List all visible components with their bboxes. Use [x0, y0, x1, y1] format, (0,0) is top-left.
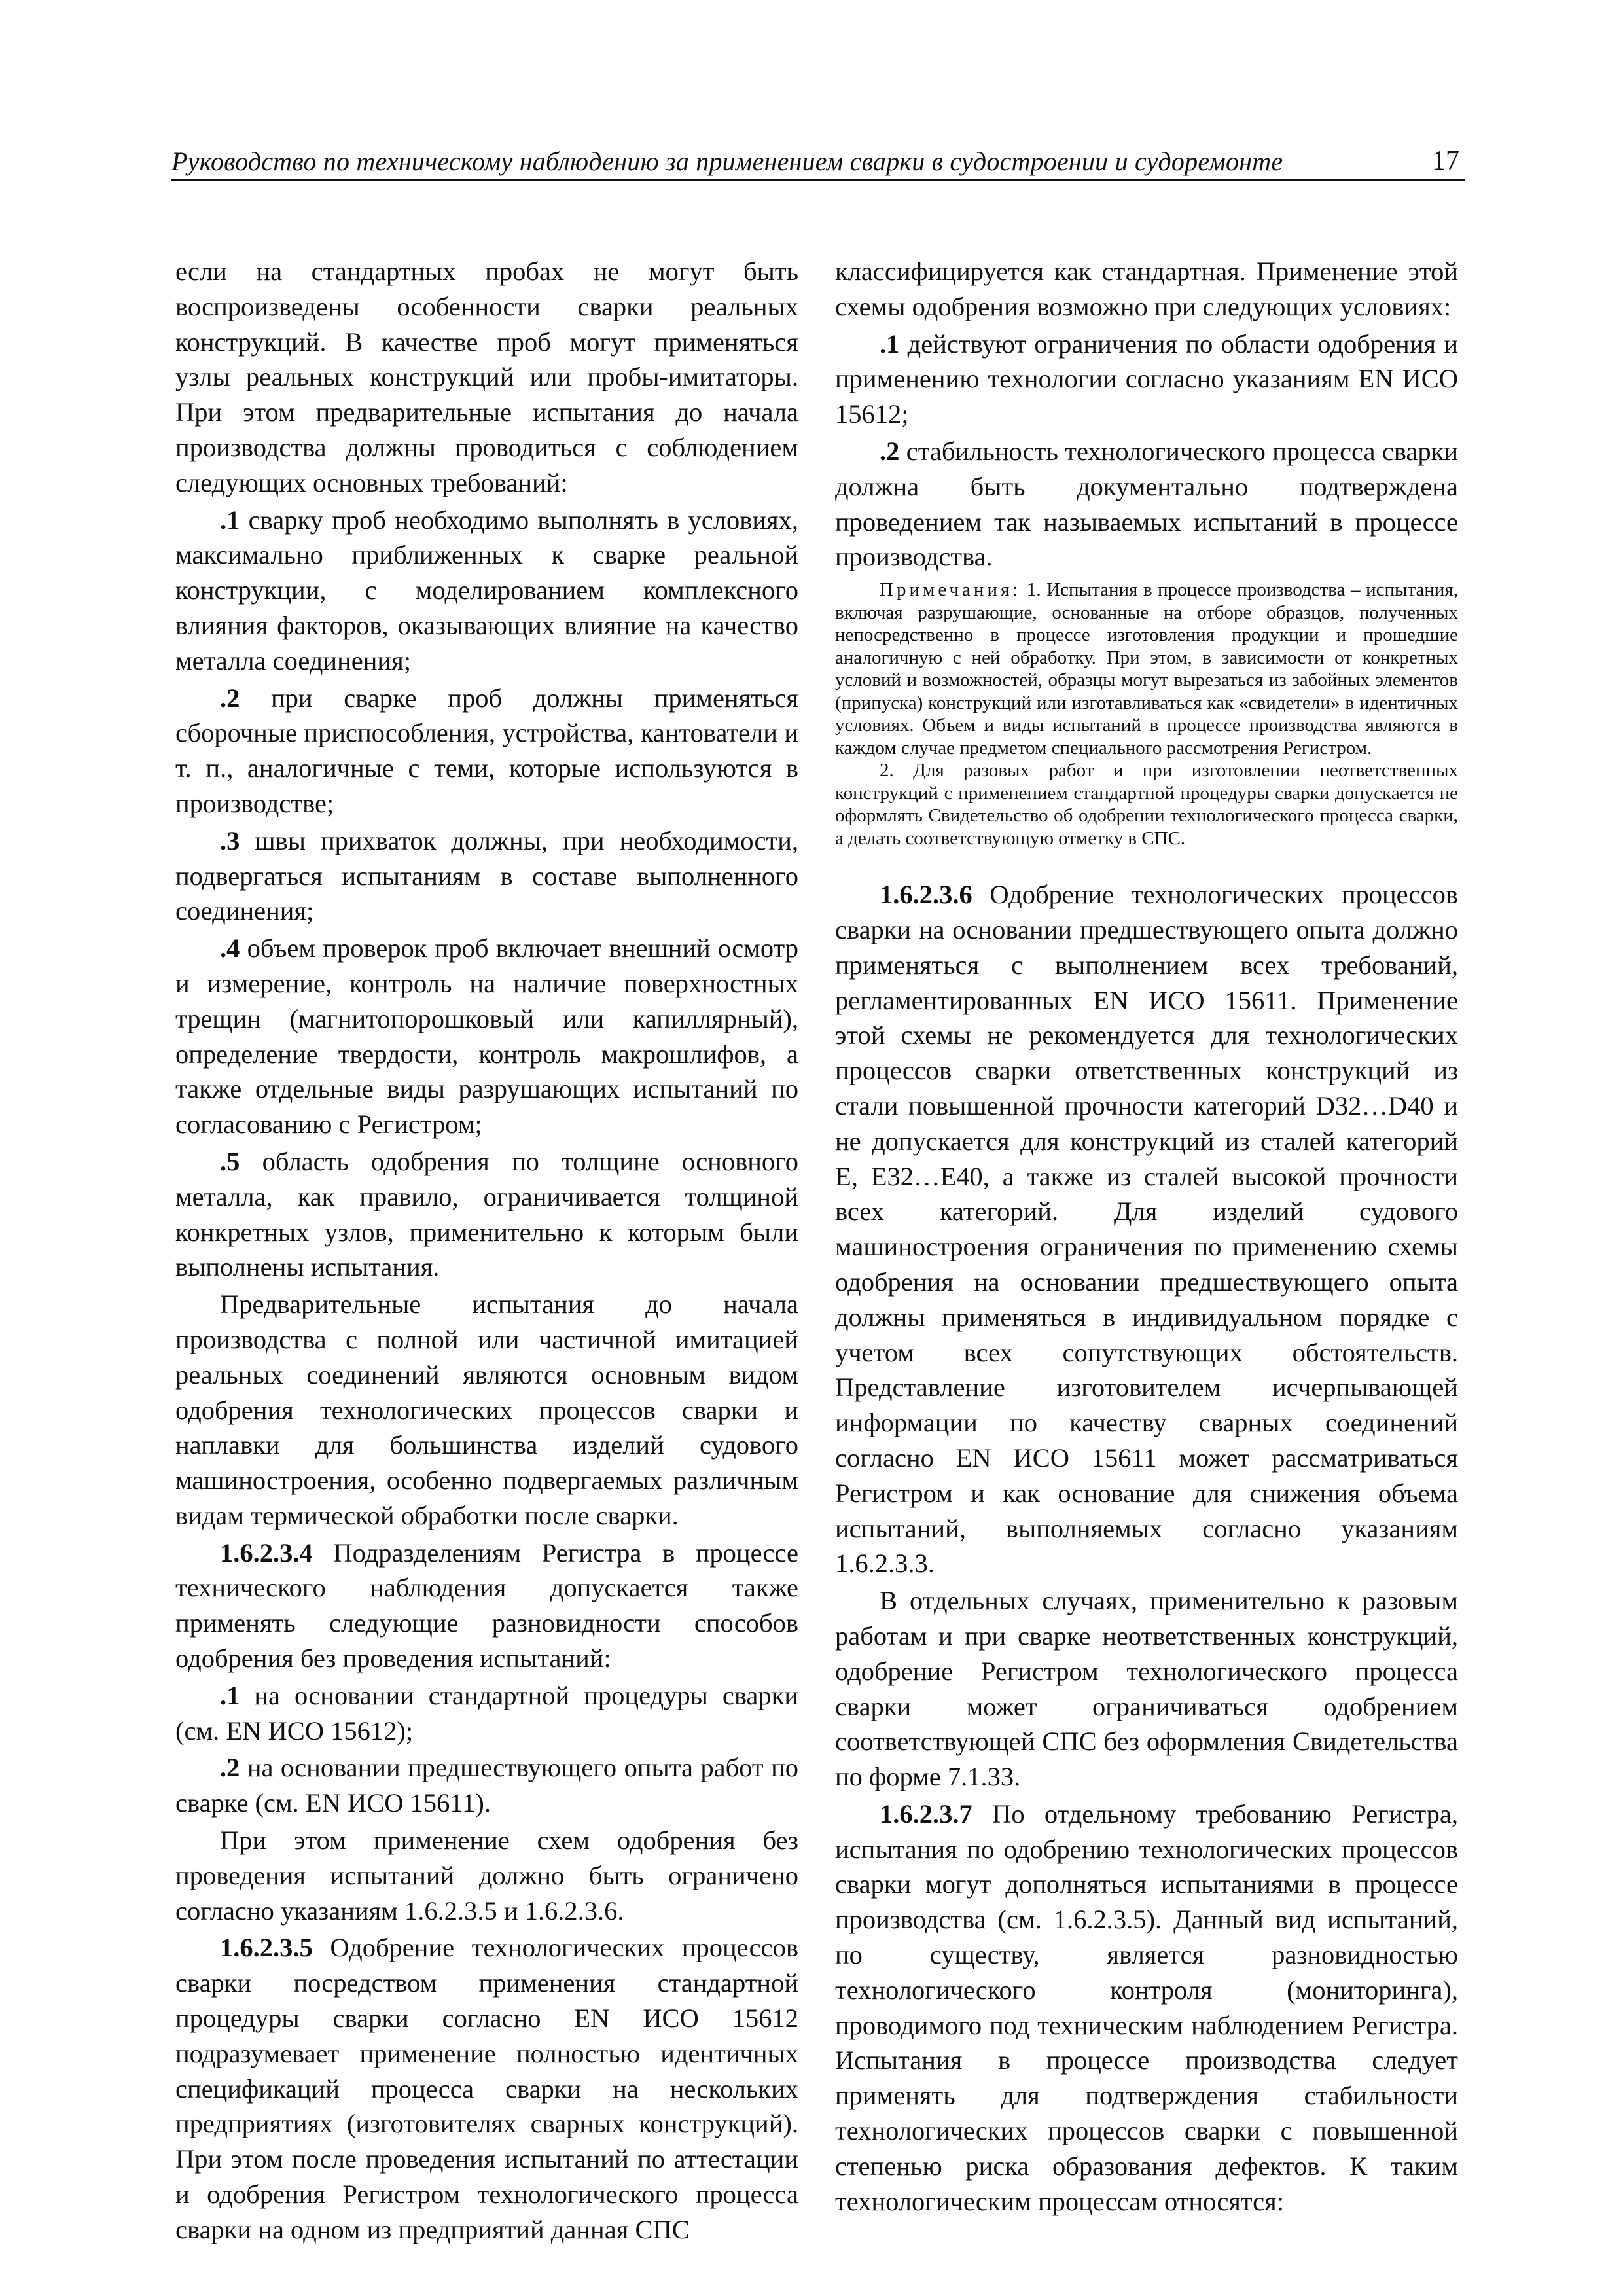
note-2: 2. Для разовых работ и при изготовлении неответственных конструкций с применением стандартной процедуры сварки допускается не оформлять Свидетельство об одобрении технологического процесса сварки, а делать соответствующую отметку в СПС. — [835, 760, 1458, 849]
section-paragraph — [835, 877, 1458, 1581]
list-item — [835, 327, 1458, 432]
section-paragraph — [175, 1535, 798, 1676]
paragraph: Предварительные испытания до начала производства с полной или частичной имитацией реальных соединений являются основным видом одобрения технологических процессов сварки и наплавки для большинства изделий судового машиностроения, особенно подвергаемых различным видам термической обработки после сварки. — [175, 1289, 798, 1530]
item-text: швы прихваток должны, при необходимости, подвергаться испытаниям в составе выполненного соединения; — [175, 825, 798, 926]
item-number: .2 — [220, 683, 240, 713]
header-title: Руководство по техническому наблюдению за применением сварки в судостроении и судоремонте — [171, 147, 1283, 176]
right-column — [835, 254, 1458, 2221]
paragraph: если на стандартных пробах не могут быть воспроизведены особенности сварки реальных конструкций. В качестве проб могут применяться узлы реальных конструкций или пробы-имитаторы. При этом предварительные испытания до начала производства должны проводиться с соблюдением следующих основных требований: — [175, 257, 798, 497]
paragraph: классифицируется как стандартная. Применение этой схемы одобрения возможно при следующих условиях: — [835, 257, 1458, 321]
paragraph: В отдельных случаях, применительно к разовым работам и при сварке неответственных конструкций, одобрение Регистром технологического процесса сварки может ограничиваться одобрением соответствующей СПС без оформления Свидетельства по форме 7.1.33. — [835, 1586, 1458, 1792]
item-number: .2 — [220, 1753, 240, 1783]
item-number: .4 — [220, 933, 240, 963]
list-item — [175, 823, 798, 929]
list-item — [175, 931, 798, 1142]
section-paragraph — [835, 1797, 1458, 2219]
note-1 — [835, 579, 1458, 759]
item-text: стабильность технологического процесса сварки должна быть документально подтверждена проведением так называемых испытаний в процессе производства. — [835, 436, 1458, 572]
section-number: 1.6.2.3.7 — [880, 1799, 972, 1829]
list-item — [175, 503, 798, 679]
list-item — [175, 1750, 798, 1821]
section-number: 1.6.2.3.4 — [220, 1537, 313, 1568]
list-item — [175, 1144, 798, 1285]
item-text: при сварке проб должны применяться сборочные приспособления, устройства, кантователи и т. п., аналогичные с теми, которые используются в производстве; — [175, 683, 798, 818]
list-item — [175, 681, 798, 821]
notes-block — [835, 579, 1458, 850]
item-text: сварку проб необходимо выполнять в условиях, максимально приближенных к сварке реальной конструкции, с моделированием комплексного влияния факторов, оказывающих влияние на качество металла соединения; — [175, 505, 798, 675]
item-text: объем проверок проб включает внешний осмотр и измерение, контроль на наличие поверхностных трещин (магнитопорошковый или капиллярный), определение твердости, контроль макрошлифов, а также отдельные виды разрушающих испытаний по согласованию с Регистром; — [175, 933, 798, 1139]
section-number: 1.6.2.3.5 — [220, 1933, 313, 1963]
section-text: Одобрение технологических процессов сварки посредством применения стандартной процедуры сварки согласно EN ИСО 15612 подразумевает применение полностью идентичных спецификаций процесса сварки на нескольких предприятиях (изготовителях сварных конструкций). При этом после проведения испытаний по аттестации и одобрения Регистром технологического процесса сварки на одном из предприятий данная СПС — [175, 1933, 798, 2244]
paragraph: При этом применение схем одобрения без проведения испытаний должно быть ограничено согласно указаниям 1.6.2.3.5 и 1.6.2.3.6. — [175, 1825, 798, 1926]
section-text: Одобрение технологических процессов сварки на основании предшествующего опыта должно применяться с выполнением всех требований, регламентированных EN ИСО 15611. Применение этой схемы не рекомендуется для технологических процессов сварки ответственных конструкций из стали повышенной прочности категорий D32…D40 и не допускается для конструкций из сталей категорий E, E32…E40, а также из сталей высокой прочности всех категорий. Для изделий судового машиностроения ограничения по применению схемы одобрения на основании предшествующего опыта должны применяться в индивидуальном порядке с учетом всех сопутствующих обстоятельств. Представление изготовителем исчерпывающей информации по качеству сварных соединений согласно EN ИСО 15611 может рассматриваться Регистром и как основание для снижения объема испытаний, выполняемых согласно указаниям 1.6.2.3.3. — [835, 880, 1458, 1579]
section-number: 1.6.2.3.6 — [880, 880, 972, 910]
item-text: на основании стандартной процедуры сварки (см. EN ИСО 15612); — [175, 1680, 798, 1746]
page-number: 17 — [1432, 146, 1459, 176]
item-text: действуют ограничения по области одобрения и применению технологии согласно указаниям EN ИСО 15612; — [835, 329, 1458, 429]
left-column — [175, 254, 798, 2250]
item-text: на основании предшествующего опыта работ по сварке (см. EN ИСО 15611). — [175, 1753, 798, 1818]
item-number: .3 — [220, 825, 240, 855]
item-number: .2 — [880, 436, 900, 466]
item-number: .1 — [880, 329, 900, 359]
list-item — [835, 434, 1458, 575]
item-number: .1 — [220, 1680, 240, 1710]
notes-label: Примечания: — [880, 579, 1022, 601]
section-text: Подразделениям Регистра в процессе технического наблюдения допускается также применять следующие разновидности способов одобрения без проведения испытаний: — [175, 1537, 798, 1674]
item-text: область одобрения по толщине основного металла, как правило, ограничивается толщиной конкретных узлов, применительно к которым были выполнены испытания. — [175, 1146, 798, 1282]
item-number: .1 — [220, 505, 240, 535]
list-item — [175, 1678, 798, 1749]
note-1-text: 1. Испытания в процессе производства – испытания, включая разрушающие, основанные на отборе образцов, полученных непосредственно в процессе изготовления продукции и прошедшие аналогичную с ней обработку. При этом, в зависимости от конкретных условий и возможностей, образцы могут вырезаться из забойных элементов (припуска) конструкций или изготавливаться как «свидетели» в идентичных условиях. Объем и виды испытаний в процессе производства являются в каждом случае предметом специального рассмотрения Регистром. — [835, 579, 1458, 759]
section-text: По отдельному требованию Регистра, испытания по одобрению технологических процессов сварки могут дополняться испытаниями в процессе производства (см. 1.6.2.3.5). Данный вид испытаний, по существу, является разновидностью технологического контроля (мониторинга), проводимого под техническим наблюдением Регистра. Испытания в процессе производства следует применять для подтверждения стабильности технологических процессов сварки с повышенной степенью риска образования дефектов. К таким технологическим процессам относятся: — [835, 1799, 1458, 2216]
section-paragraph — [175, 1930, 798, 2247]
item-number: .5 — [220, 1146, 240, 1176]
running-header — [171, 143, 1465, 181]
